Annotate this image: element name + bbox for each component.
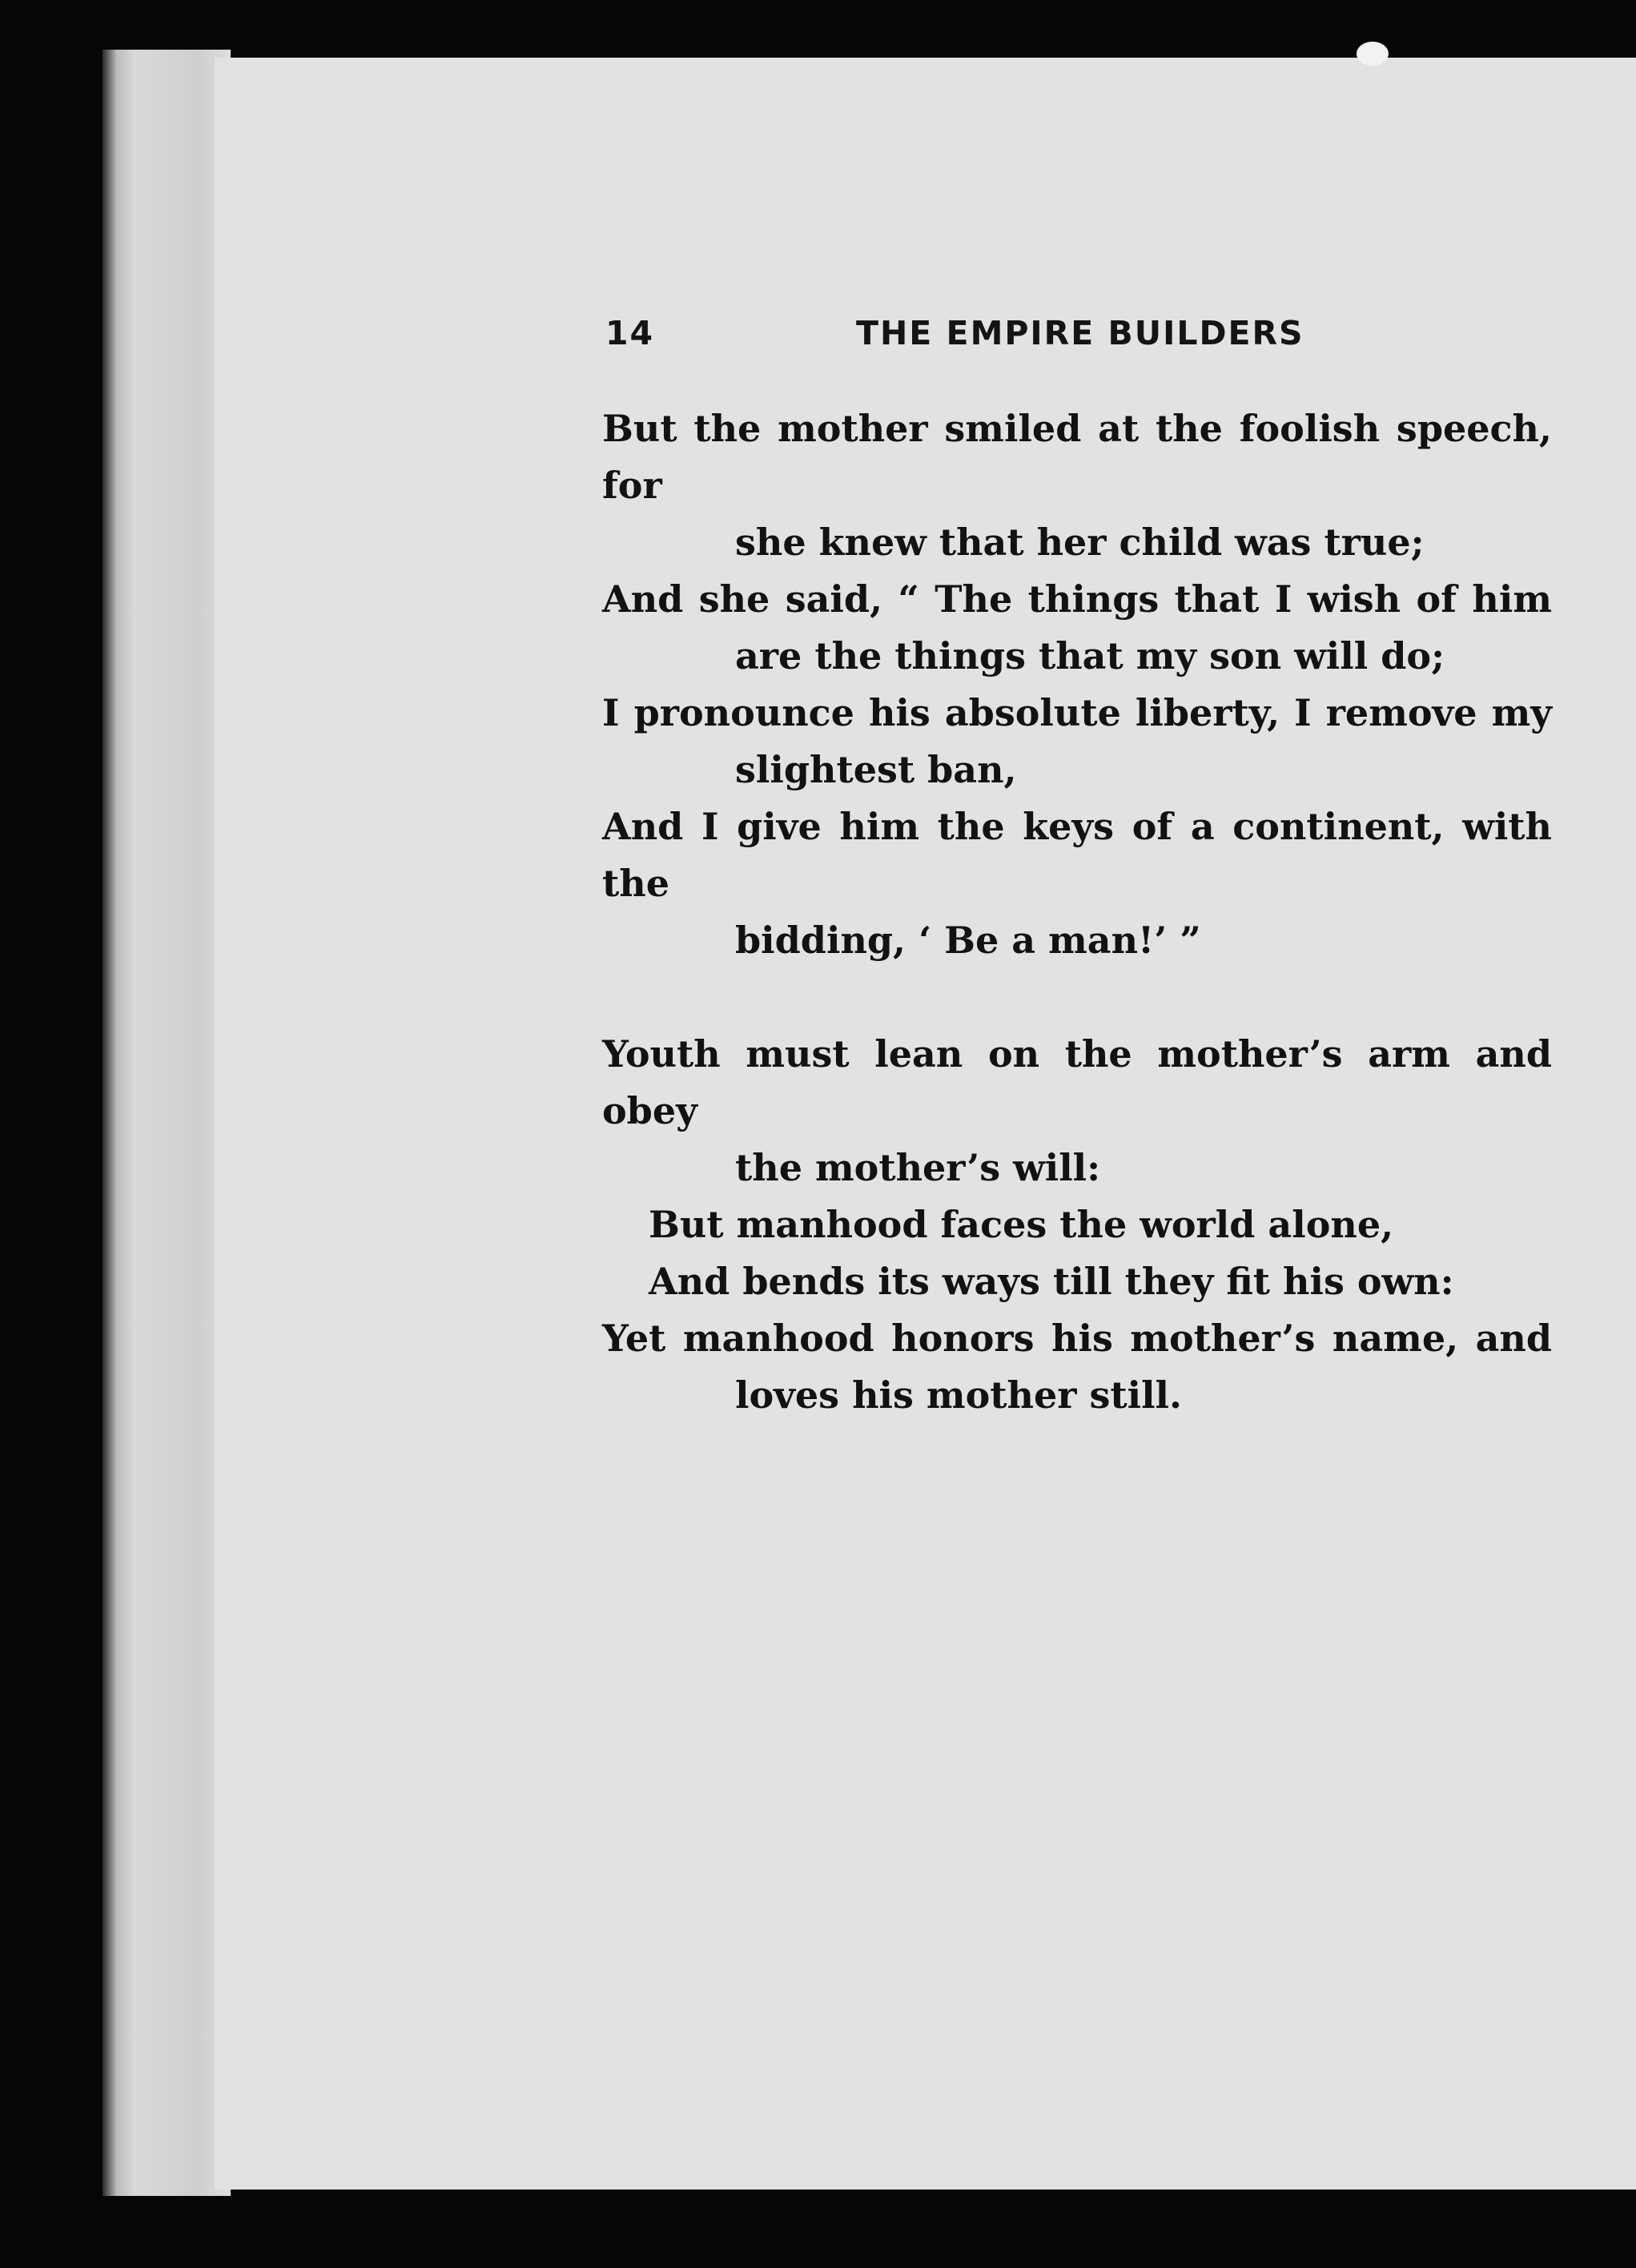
verse-line: And I give him the keys of a continent, with the <box>602 805 1552 905</box>
verse-line: Youth must lean on the mother’s arm and obey <box>602 1032 1552 1132</box>
verse-line: are the things that my son will do; <box>735 634 1445 678</box>
verse-line: bidding, ‘ Be a man!’ ” <box>735 919 1201 962</box>
verse-line: And she said, “ The things that I wish of him <box>602 577 1552 621</box>
verse-line: the mother’s will: <box>735 1146 1101 1189</box>
verse-line: slightest ban, <box>735 748 1017 791</box>
book-title-header: THE EMPIRE BUILDERS <box>856 314 1304 352</box>
running-head <box>0 314 1636 359</box>
stanza-2 <box>602 1026 1552 1424</box>
verse-line: And bends its ways till they fit his own: <box>649 1260 1454 1303</box>
verse-line: she knew that her child was true; <box>735 521 1425 564</box>
verse-line: loves his mother still. <box>735 1373 1183 1417</box>
page-number: 14 <box>605 314 655 352</box>
poem-text <box>602 400 1552 1424</box>
verse-line: Yet manhood honors his mother’s name, and <box>602 1317 1552 1360</box>
verse-line: But manhood faces the world alone, <box>649 1203 1394 1246</box>
scan-mark <box>1357 42 1389 66</box>
verse-line: I pronounce his absolute liberty, I remove my <box>602 691 1552 734</box>
book-spine-edge <box>103 50 231 2196</box>
verse-line: But the mother smiled at the foolish speech, for <box>602 407 1552 507</box>
stanza-1 <box>602 400 1552 969</box>
